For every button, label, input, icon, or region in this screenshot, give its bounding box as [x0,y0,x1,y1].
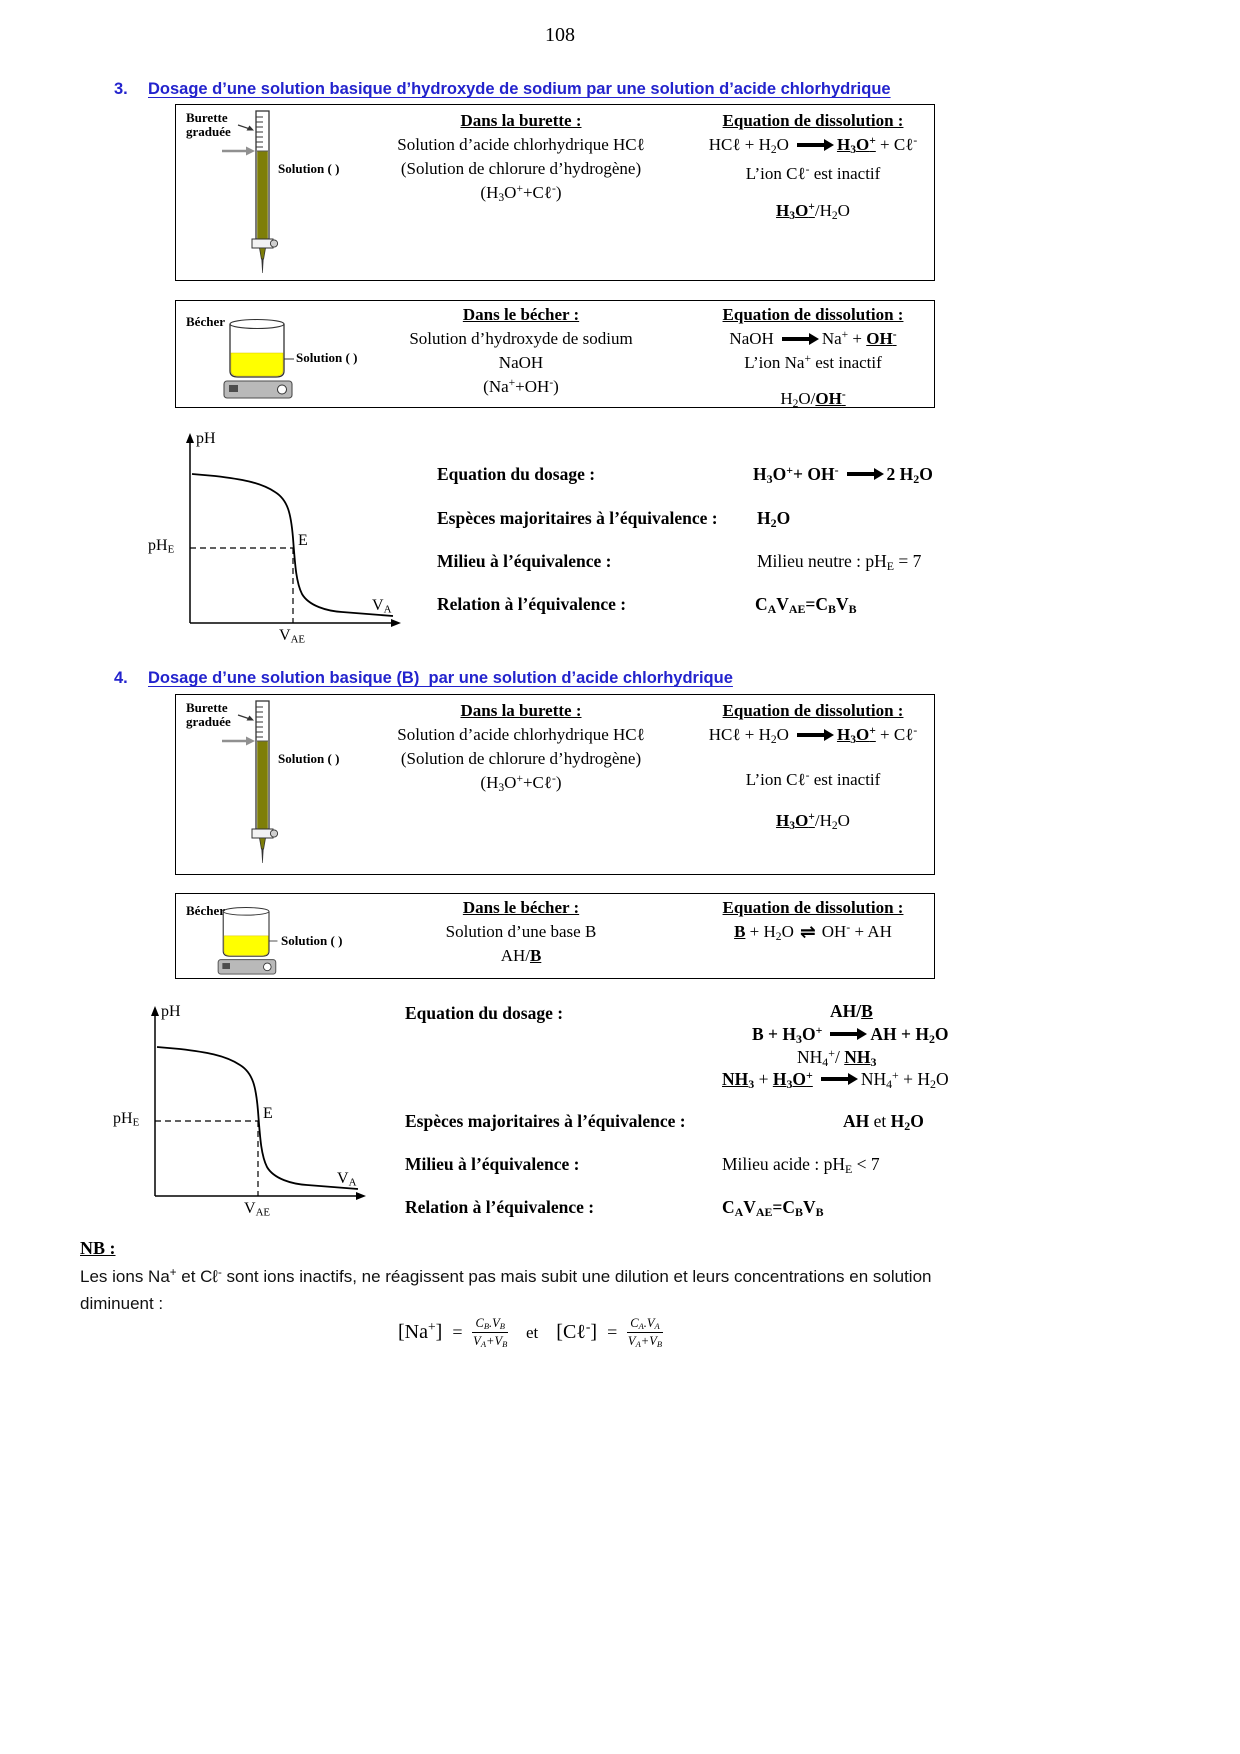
equilibrium-arrow-icon: ⇌ [799,921,816,943]
text-line: $(H_3O^++C\ell^-)$ [480,772,562,794]
burette-stopcock [252,829,273,838]
burette-tip [260,248,266,259]
eq-product-hydronium: $H_3O^+$ [836,134,876,156]
heading-title: Dosage d’une solution basique (B) par une solution d’acide chlorhydrique [148,669,733,687]
stopcock-handle [270,240,277,247]
eq-base: B [734,922,746,941]
beaker-rim [223,908,269,916]
couple-head: AH/ [830,1001,862,1021]
beaker-liquid [231,353,283,376]
dans-la-burette-title: Dans la burette : [460,111,582,130]
heading-number: 4. [114,669,128,687]
especes-label: Espèces majoritaires à l’équivalence : [437,508,718,528]
inactive-ion-note: L’ion Cℓ- est inactif [745,163,881,183]
stirrer-detail [222,963,230,969]
milieu-label: Milieu à l’équivalence : [405,1154,580,1174]
couple-line [371,945,671,966]
becher-box-2-right-column [694,897,932,943]
relation-label: Relation à l’équivalence : [405,1197,595,1217]
acid-base-couple [694,389,932,409]
couple-acid: $H_3O^+$ [776,200,815,222]
becher-box-2 [175,893,935,979]
fraction-2-numerator: $C_A.V_A$ [627,1316,663,1333]
titration-curve [192,474,393,616]
y-axis-label: pH [161,1003,181,1020]
eq-right: $NH_4^+ + H_2O$ [860,1068,949,1091]
reaction-arrow-icon [797,733,825,737]
milieu-value: Milieu neutre : $pH_E = 7$ [757,551,922,573]
becher-box-1 [175,300,935,408]
burette-illustration [184,109,379,277]
espece-2: $H_2O$ [890,1111,924,1133]
burette-tip-point [261,259,263,273]
burette-liquid [257,151,268,239]
becher-box-2-middle-column [371,897,671,966]
eq-product-sodium: Na+ + [821,328,867,348]
burette-box-1-right-column [694,110,932,221]
x-axis-arrow [391,619,401,627]
eq-plus: + [754,1069,773,1089]
milieu-label: Milieu à l’équivalence : [437,551,612,571]
relation-value: $C_AV_{AE}=C_BV_B$ [722,1197,824,1219]
burette-label: Burette graduée [186,700,231,729]
burette-stopcock [252,239,273,248]
becher-label: Bécher [186,314,225,329]
vae-label: $V_{AE}$ [279,627,306,646]
equation-dissolution-title: Equation de dissolution : [722,305,904,324]
becher-box-1-right-column [694,304,932,409]
milieu-value: Milieu acide : $pH_E < 7$ [722,1154,880,1176]
relation-label: Relation à l’équivalence : [437,594,627,614]
burette-tip-point [261,849,263,863]
cl-concentration: [Cℓ-] [556,1319,598,1343]
y-axis-label: pH [196,430,216,447]
burette-gradations [256,707,263,737]
equation-dosage-label: Equation du dosage : [405,1003,564,1023]
eq-products: OH- + AH [821,921,892,941]
equation-dosage-label: Equation du dosage : [437,464,596,484]
et-text: et [526,1322,539,1342]
dans-le-becher-title: Dans le bécher : [462,898,580,917]
ph-curve-svg [145,430,415,658]
eq-product-hydronium: $H_3O^+$ [836,724,876,746]
becher-illustration [184,313,384,405]
burette-box-2 [175,694,935,875]
couple-acid: $H_2O/$ [780,389,816,410]
burette-gradations [256,117,263,147]
equivalence-point-label: E [263,1105,273,1122]
reaction-arrow-icon [847,472,875,476]
eq-hydronium: $H_3O^+$ [772,1068,813,1091]
dissolution-equation [694,134,932,155]
equation-dosage-value [753,464,933,485]
x-axis-label: $V_A$ [337,1170,357,1189]
section-3-heading [114,80,891,99]
fraction-1 [472,1316,508,1349]
dosage-products: 2 $H_2O$ [886,464,933,486]
stirrer-knob [263,963,271,971]
inactive-ion-note: L’ion Cℓ- est inactif [745,769,881,789]
equivalence-point-label: E [298,532,308,549]
text-line: $(H_3O^++C\ell^-)$ [480,182,562,204]
espece-1: AH [843,1111,870,1131]
solution-label: Solution ( ) [281,933,343,948]
couple-base: OH- [815,388,846,408]
beaker-rim [230,320,284,329]
dans-le-becher-title: Dans le bécher : [462,305,580,324]
titration-curve [157,1047,358,1189]
couple-acid: $H_3O^+$ [776,810,815,832]
level-arrow-head [246,737,255,746]
equals-sign: = [452,1322,463,1342]
equation-dissolution-title: Equation de dissolution : [722,111,904,130]
ph-curve-graph-2 [110,1003,380,1231]
text-line: (Solution de chlorure d’hydrogène) [400,159,642,178]
especes-value [843,1111,924,1132]
burette-label: Burette graduée [186,110,231,139]
relation-value: $C_AV_{AE}=C_BV_B$ [755,594,857,616]
eq-reactant: NaOH [729,329,774,348]
dosage-couple-1 [830,1001,873,1022]
et-text: et [869,1111,891,1131]
text-line: (Na++OH-) [483,376,559,396]
eq-product-chloride: + Cℓ- [875,724,918,744]
eq-ammonia: $NH_3$ [722,1069,755,1091]
burette-box-1-middle-column [371,110,671,203]
y-axis-arrow [186,433,194,443]
nb-text: Les ions Na+ et Cℓ- sont ions inactifs, ne réagissent pas mais subit une dilution et leurs concentrations en solution diminuent : [80,1267,932,1313]
dissolution-equation [694,724,932,745]
burette-liquid [257,741,268,829]
dans-la-burette-title: Dans la burette : [460,701,582,720]
solution-label: Solution ( ) [278,751,340,766]
eq-water: + $H_2O$ [745,922,794,943]
equation-dissolution-title: Equation de dissolution : [722,898,904,917]
couple-head: $NH_4^+/$ [797,1046,845,1069]
dosage-equation-1 [752,1024,949,1045]
text-line: (Solution de chlorure d’hydrogène) [400,749,642,768]
y-axis-arrow [151,1006,159,1016]
equation-dissolution-title: Equation de dissolution : [722,701,904,720]
page-number: 108 [545,24,575,46]
x-axis-label: $V_A$ [372,597,392,616]
couple-bold: $NH_3$ [844,1047,877,1069]
text-line: Solution d’acide chlorhydrique HCℓ [397,725,645,744]
couple-bold: B [861,1001,873,1021]
solution-label: Solution ( ) [296,350,358,365]
text-line: Solution d’acide chlorhydrique HCℓ [397,135,645,154]
burette-tip [260,838,266,849]
eq-reactants: HCℓ + $H_2O$ [708,725,789,746]
especes-value: $H_2O$ [757,508,791,530]
dilution-formula [398,1316,663,1349]
eq-right: AH + $H_2O$ [870,1024,949,1046]
ph-curve-svg [110,1003,380,1231]
reaction-arrow-icon [782,337,810,341]
couple-base: B [529,946,542,965]
section-4-heading [114,669,733,688]
na-concentration: [Na+] [398,1319,443,1343]
fraction-2 [627,1316,663,1349]
x-axis-arrow [356,1192,366,1200]
text-line: Solution d’une base B [445,922,597,941]
reaction-arrow-icon [797,143,825,147]
text-line: NaOH [498,353,544,372]
dissolution-equation [694,328,932,349]
dosage-equation-2 [722,1069,949,1090]
eq-reactants: HCℓ + $H_2O$ [708,135,789,156]
stopcock-handle [270,830,277,837]
couple-base: $/H_2O$ [814,201,850,222]
fraction-2-denominator: $V_A+V_B$ [627,1334,663,1350]
burette-illustration [184,699,379,867]
acid-base-couple [694,810,932,831]
heading-number: 3. [114,80,128,98]
inactive-ion-note: L’ion Na+ est inactif [744,352,882,372]
couple-acid: AH/ [500,946,530,965]
phe-label: $pH_E$ [148,537,175,556]
especes-label: Espèces majoritaires à l’équivalence : [405,1111,686,1131]
dosage-reactants: $H_3O^++ OH^-$ [753,463,839,486]
couple-base: $/H_2O$ [814,811,850,832]
vae-label: $V_{AE}$ [244,1200,271,1219]
phe-label: $pH_E$ [113,1110,140,1129]
dissolution-equation [694,921,932,943]
becher-illustration [184,902,369,980]
eq-product-chloride: + Cℓ- [875,134,918,154]
burette-box-2-middle-column [371,700,671,793]
reaction-arrow-icon [830,1032,858,1036]
burette-box-2-right-column [694,700,932,831]
text-line: Solution d’hydroxyde de sodium [409,329,633,348]
eq-left: $B + H_3O^+$ [752,1023,823,1046]
level-arrow-head [246,147,255,156]
becher-label: Bécher [186,903,225,918]
fraction-1-numerator: $C_B.V_B$ [472,1316,508,1333]
ph-curve-graph-1 [145,430,415,658]
becher-box-1-middle-column [371,304,671,397]
burette-box-1 [175,104,935,281]
stirrer-detail [229,385,238,392]
acid-base-couple [694,200,932,221]
dosage-couple-2 [797,1047,876,1068]
reaction-arrow-icon [821,1077,849,1081]
eq-product-hydroxide: OH- [866,328,897,348]
equals-sign: = [607,1322,618,1342]
fraction-1-denominator: $V_A+V_B$ [473,1334,508,1350]
heading-title: Dosage d’une solution basique d’hydroxyde de sodium par une solution d’acide chlorhydrique [148,80,891,98]
stirrer-knob [278,385,287,394]
nb-label: NB : [80,1238,116,1258]
solution-label: Solution ( ) [278,161,340,176]
beaker-liquid [224,936,268,956]
